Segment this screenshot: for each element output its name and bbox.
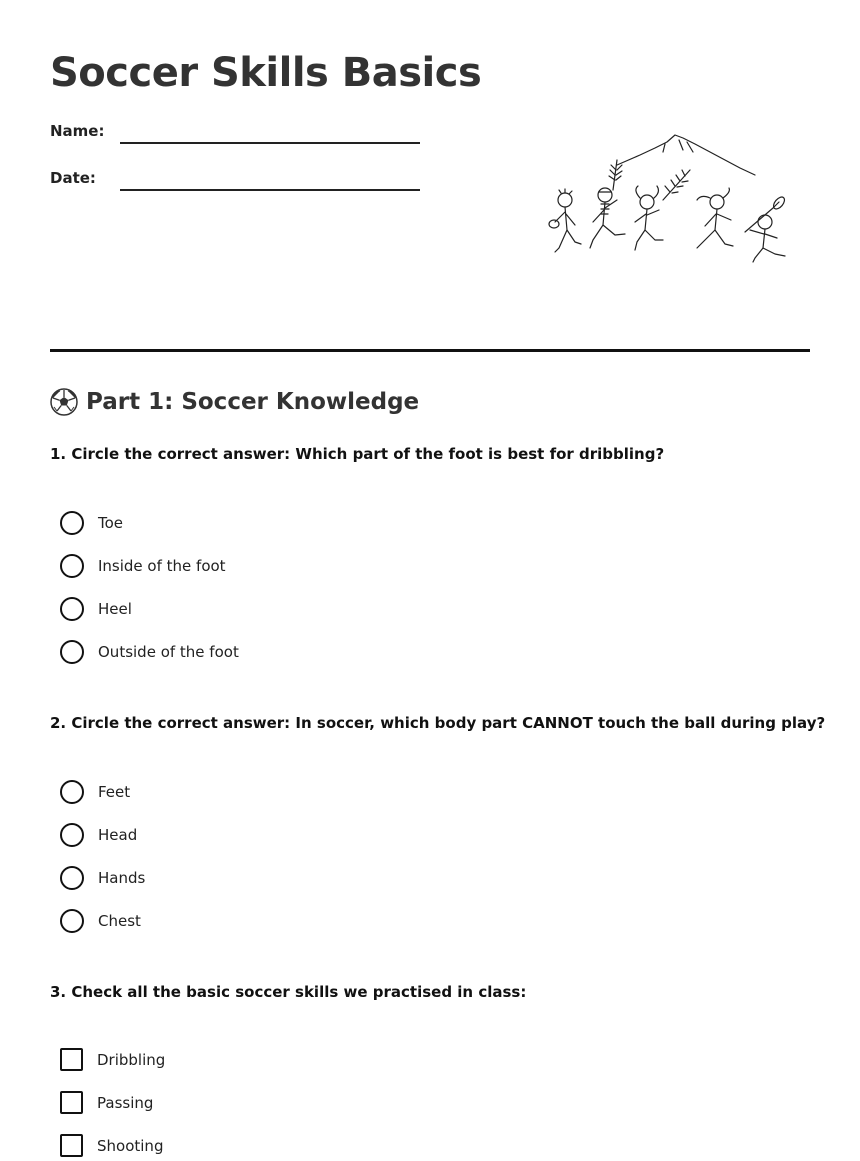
part1-title: Part 1: Soccer Knowledge — [86, 389, 420, 415]
option-label: Dribbling — [97, 1050, 166, 1069]
date-field[interactable] — [120, 189, 420, 191]
name-field[interactable] — [120, 142, 420, 144]
radio-button[interactable] — [60, 909, 84, 933]
option-label: Chest — [98, 912, 141, 930]
q3-option-dribbling[interactable] — [60, 1048, 165, 1071]
option-label: Passing — [97, 1093, 154, 1112]
radio-button[interactable] — [60, 640, 84, 664]
option-label: Hands — [98, 869, 146, 887]
checkbox[interactable] — [60, 1134, 83, 1157]
date-label: Date: — [50, 169, 96, 187]
q3-option-passing[interactable] — [60, 1091, 153, 1114]
q2-option-chest[interactable] — [60, 909, 141, 933]
q2-option-feet[interactable] — [60, 780, 130, 804]
option-label: Outside of the foot — [98, 643, 239, 661]
radio-button[interactable] — [60, 511, 84, 535]
name-label: Name: — [50, 122, 105, 140]
radio-button[interactable] — [60, 866, 84, 890]
section-divider — [50, 349, 810, 352]
radio-button[interactable] — [60, 823, 84, 847]
q1-option-heel[interactable] — [60, 597, 132, 621]
option-label: Inside of the foot — [98, 557, 226, 575]
page-title: Soccer Skills Basics — [50, 50, 482, 96]
radio-button[interactable] — [60, 554, 84, 578]
q3-option-shooting[interactable] — [60, 1134, 163, 1157]
part1-heading — [50, 388, 419, 416]
option-label: Feet — [98, 783, 131, 801]
q2-option-hands[interactable] — [60, 866, 145, 890]
q1-option-inside[interactable] — [60, 554, 226, 578]
option-label: Head — [98, 826, 138, 844]
question-2: 2. Circle the correct answer: In soccer, which body part CANNOT touch the ball during play? — [50, 714, 826, 732]
radio-button[interactable] — [60, 780, 84, 804]
q2-option-head[interactable] — [60, 823, 137, 847]
q1-option-toe[interactable] — [60, 511, 123, 535]
question-1: 1. Circle the correct answer: Which part of the foot is best for dribbling? — [50, 445, 665, 463]
q1-option-outside[interactable] — [60, 640, 239, 664]
question-3: 3. Check all the basic soccer skills we practised in class: — [50, 983, 527, 1001]
radio-button[interactable] — [60, 597, 84, 621]
option-label: Toe — [98, 514, 124, 532]
children-running-illustration — [545, 130, 795, 270]
checkbox[interactable] — [60, 1048, 83, 1071]
checkbox[interactable] — [60, 1091, 83, 1114]
option-label: Heel — [98, 600, 132, 618]
soccer-ball-icon — [50, 388, 78, 416]
option-label: Shooting — [97, 1136, 164, 1155]
